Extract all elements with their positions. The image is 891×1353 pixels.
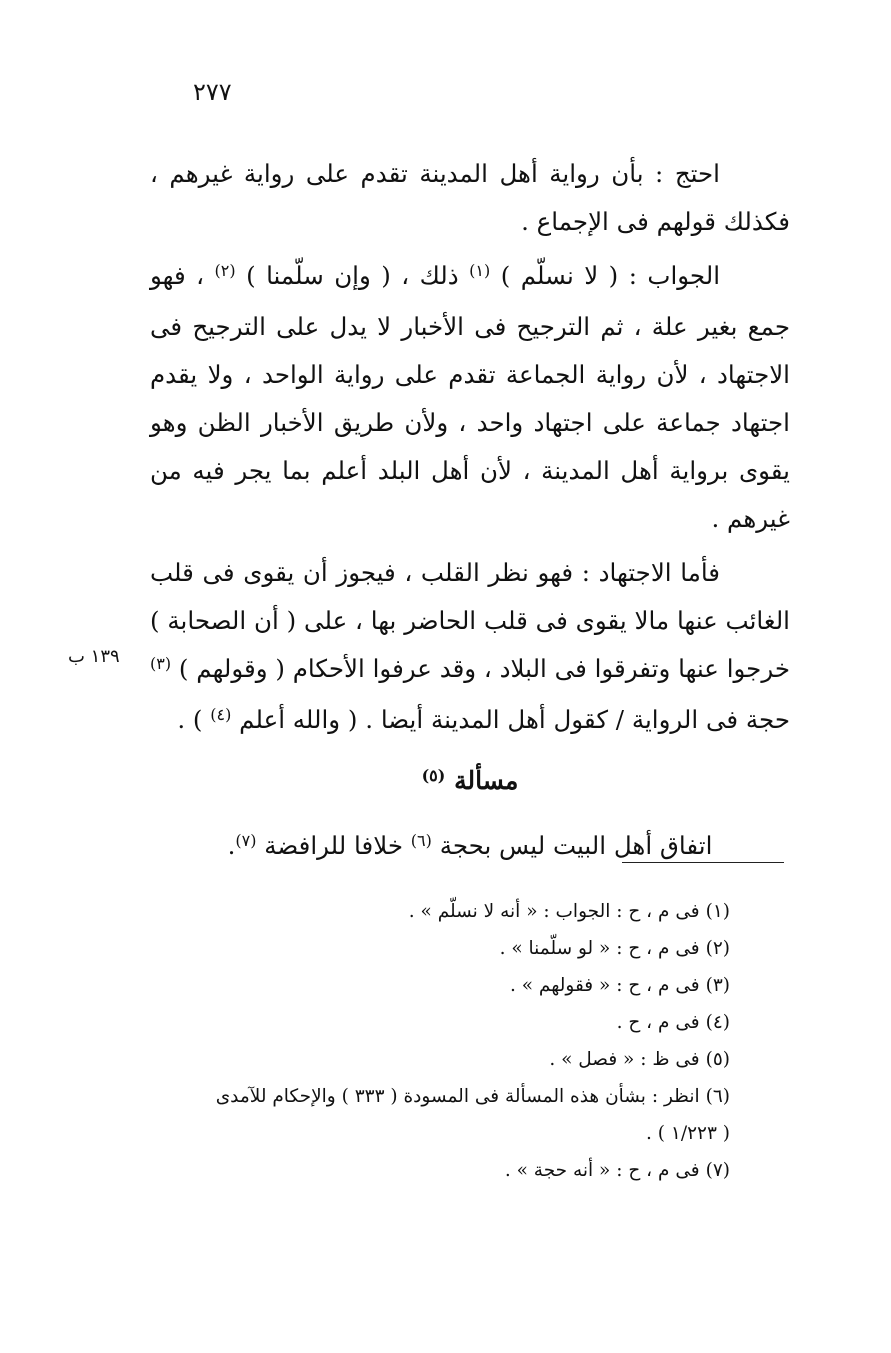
paragraph-answer xyxy=(150,252,790,543)
paragraph-argument: احتج : بأن رواية أهل المدينة تقدم على رواية غيرهم ، فكذلك قولهم فى الإجماع . xyxy=(150,159,790,236)
footnote-text: فى م ، ح . xyxy=(616,1012,700,1033)
ijtihad-text-3: ) . xyxy=(177,705,203,734)
footnote-3 xyxy=(140,967,730,1004)
footnote-ref-4: (٤) xyxy=(210,705,232,724)
footnote-5 xyxy=(140,1041,730,1078)
footnote-ref-1: (١) xyxy=(469,261,491,280)
footnote-number: (٥) xyxy=(705,1049,730,1070)
paragraph-ijtihad xyxy=(150,549,790,747)
answer-text-1: الجواب : ( لا نسلّم ) xyxy=(500,261,721,290)
footnote-ref-5: (٥) xyxy=(421,766,446,785)
answer-text-2: ذلك ، ( وإن سلّمنا ) xyxy=(246,261,459,290)
footnote-7 xyxy=(140,1152,730,1189)
answer-text-3: ، فهو جمع بغير علة ، ثم الترجيح فى الأخبار لا يدل على الترجيح فى الاجتهاد ، لأن رواية الجماعة تقدم على رواية الواحد ، ولا يقدم اجتهاد جماعة على اجتهاد واحد ، ولأن طريق الأخبار الظن وهو يقوى برواية أهل المدينة ، لأن أهل البلد أعلم بما يجر فيه من غيرهم . xyxy=(150,261,790,533)
page-number: ٢٧٧ xyxy=(193,78,232,106)
footnote-text: فى م ، ح : « لو سلّمنا » . xyxy=(499,938,700,959)
footnote-number: (٦) xyxy=(705,1086,730,1107)
ijtihad-text-1: فأما الاجتهاد : فهو نظر القلب ، فيجوز أن يقوى فى قلب الغائب عنها مالا يقوى فى قلب الحاضر بها ، على ( أن الصحابة ) خرجوا عنها وتفرقوا فى البلاد ، وقد عرفوا الأحكام ( وقولهم ) xyxy=(150,558,790,683)
manuscript-folio-note: ١٣٩ ب xyxy=(68,646,120,667)
footnotes xyxy=(140,893,730,1189)
footnote-text: فى م ، ح : « فقولهم » . xyxy=(509,975,700,996)
section-title-text: مسألة xyxy=(454,766,519,795)
footnote-6 xyxy=(140,1078,730,1115)
main-text xyxy=(150,150,790,873)
statement-end: . xyxy=(227,831,236,860)
footnote-number: (٣) xyxy=(705,975,730,996)
footnote-text: فى ظ : « فصل » . xyxy=(549,1049,700,1070)
footnote-ref-7: (٧) xyxy=(235,831,257,850)
footnote-number: (٢) xyxy=(705,938,730,959)
footnote-text: فى م ، ح : الجواب : « أنه لا نسلّم » . xyxy=(408,901,700,922)
footnote-separator xyxy=(622,862,784,863)
statement-text-1: اتفاق أهل البيت ليس بحجة xyxy=(439,831,713,860)
footnote-number: (٤) xyxy=(705,1012,730,1033)
footnote-text: فى م ، ح : « أنه حجة » . xyxy=(504,1160,700,1181)
footnote-text: انظر : بشأن هذه المسألة فى المسودة ( ٣٣٣ ) والإحكام للآمدى xyxy=(215,1086,700,1107)
footnote-2 xyxy=(140,930,730,967)
statement-text-2: خلافا للرافضة xyxy=(264,831,403,860)
footnote-number: (٧) xyxy=(705,1160,730,1181)
footnote-number: (١) xyxy=(705,901,730,922)
footnote-4 xyxy=(140,1004,730,1041)
issue-statement xyxy=(150,822,790,873)
footnote-ref-6: (٦) xyxy=(410,831,432,850)
footnote-ref-2: (٢) xyxy=(214,261,236,280)
section-title xyxy=(150,757,790,808)
footnote-6-continuation: ( ١/٢٢٣ ) . xyxy=(646,1123,730,1144)
footnote-ref-3: (٣) xyxy=(150,654,172,673)
footnote-1 xyxy=(140,893,730,930)
ijtihad-text-2: حجة فى الرواية / كقول أهل المدينة أيضا . ( والله أعلم xyxy=(239,705,790,734)
